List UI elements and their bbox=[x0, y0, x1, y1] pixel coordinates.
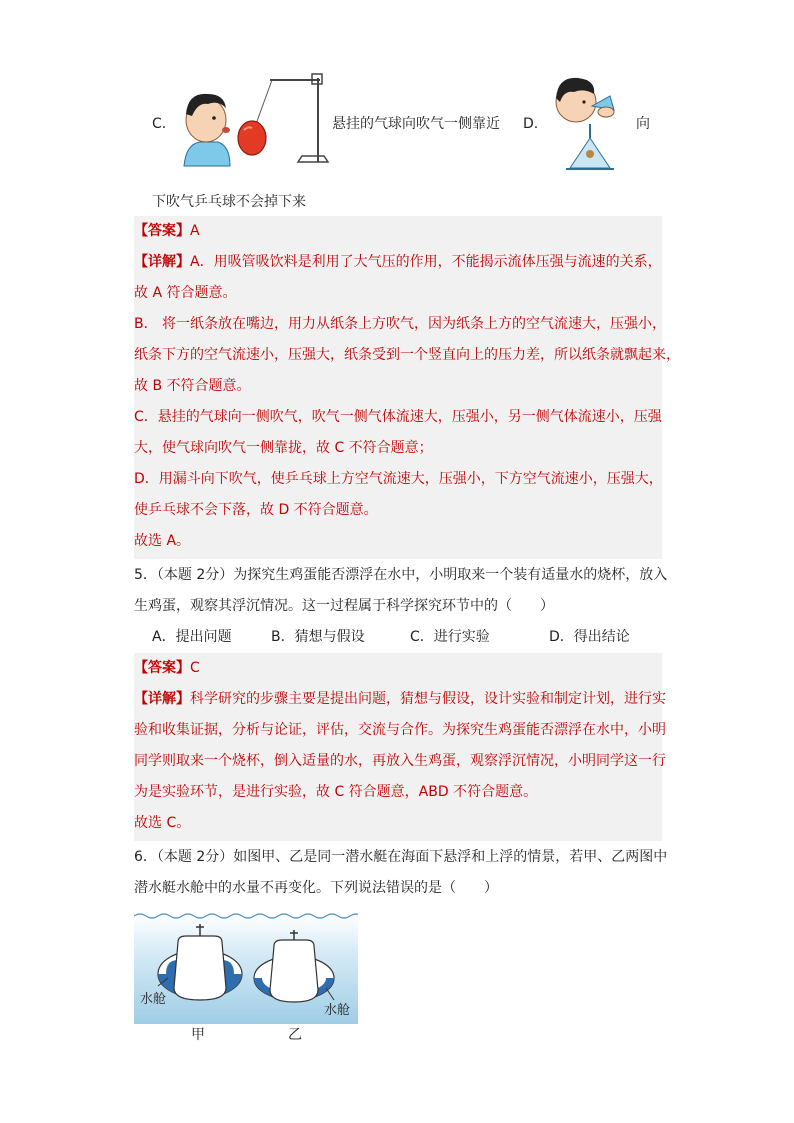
answer-label: 【答案】 bbox=[134, 223, 190, 239]
q5-conclusion: 故选 C。 bbox=[134, 815, 191, 831]
q5-stem-line-2: 生鸡蛋，观察其浮沉情况。这一过程属于科学探究环节中的（ ） bbox=[134, 598, 554, 614]
funnel-illustration bbox=[548, 72, 634, 172]
option-d-letter: D. bbox=[523, 116, 539, 132]
option-c-caption: 悬挂的气球向吹气一侧靠近 bbox=[332, 116, 500, 132]
q4-detail-line-8: D．用漏斗向下吹气，使乒乓球上方空气流速大，压强小，下方空气流速小，压强大， bbox=[134, 471, 663, 487]
q4-detail-line-9: 使乒乓球不会下落，故 D 不符合题意。 bbox=[134, 502, 378, 518]
answer-value: C bbox=[190, 660, 200, 676]
q5-detail-line-4: 为是实验环节，是进行实验，故 C 符合题意，ABD 不符合题意。 bbox=[134, 784, 538, 800]
q6-stem-line-2: 潜水艇水舱中的水量不再变化。下列说法错误的是（ ） bbox=[134, 880, 498, 896]
answer-value: A bbox=[190, 223, 200, 239]
q5-detail-line-1: 【详解】科学研究的步骤主要是提出问题，猜想与假设，设计实验和制定计划，进行实 bbox=[134, 691, 666, 707]
option-d-caption-part2: 下吹气乒乓球不会掉下来 bbox=[152, 194, 306, 210]
q5-detail-line-2: 验和收集证据，分析与论证，评估，交流与合作。为探究生鸡蛋能否漂浮在水中，小明 bbox=[134, 722, 666, 738]
q5-detail-line-3: 同学则取来一个烧杯，倒入适量的水，再放入生鸡蛋，观察浮沉情况，小明同学这一行 bbox=[134, 753, 666, 769]
answer-label: 【答案】 bbox=[134, 660, 190, 676]
detail-label: 【详解】 bbox=[134, 254, 190, 270]
balloon-stand-illustration bbox=[178, 70, 330, 170]
q4-detail-line-6: C．悬挂的气球向一侧吹气，吹气一侧气体流速大，压强小，另一侧气体流速小，压强 bbox=[134, 409, 662, 425]
q6-stem-line-1: 6．（本题 2分）如图甲、乙是同一潜水艇在海面下悬浮和上浮的情景，若甲、乙两图中 bbox=[134, 849, 668, 865]
option-c-letter: C. bbox=[152, 116, 167, 132]
q4-detail-line-5: 故 B 不符合题意。 bbox=[134, 378, 251, 394]
q4-detail-line-4: 纸条下方的空气流速小，压强大，纸条受到一个竖直向上的压力差，所以纸条就飘起来， bbox=[134, 347, 680, 363]
q4-detail-line-2: 故 A 符合题意。 bbox=[134, 285, 237, 301]
q5-option-d[interactable]: D．得出结论 bbox=[549, 629, 630, 645]
q4-conclusion: 故选 A。 bbox=[134, 533, 191, 549]
q4-detail-line-3: B． 将一纸条放在嘴边，用力从纸条上方吹气，因为纸条上方的空气流速大，压强小， bbox=[134, 316, 667, 332]
right-tank-label: 水舱 bbox=[324, 1003, 351, 1018]
q4-detail-line-7: 大，使气球向吹气一侧靠拢，故 C 不符合题意； bbox=[134, 440, 433, 456]
q5-option-a[interactable]: A．提出问题 bbox=[152, 629, 232, 645]
q5-option-b[interactable]: B．猜想与假设 bbox=[271, 629, 365, 645]
detail-label: 【详解】 bbox=[134, 691, 190, 707]
figure-label-jia: 甲 bbox=[191, 1027, 205, 1043]
q5-answer bbox=[134, 653, 200, 684]
q5-stem-line-1: 5．（本题 2分）为探究生鸡蛋能否漂浮在水中，小明取来一个装有适量水的烧杯，放入 bbox=[134, 567, 668, 583]
q5-option-c[interactable]: C．进行实验 bbox=[410, 629, 490, 645]
q4-detail-line-1: 【详解】A．用吸管吸饮料是利用了大气压的作用，不能揭示流体压强与流速的关系， bbox=[134, 254, 662, 270]
option-d-caption-part1: 向 bbox=[636, 116, 650, 132]
left-tank-label: 水舱 bbox=[140, 992, 167, 1007]
q4-answer bbox=[134, 216, 200, 247]
figure-label-yi: 乙 bbox=[288, 1027, 302, 1043]
